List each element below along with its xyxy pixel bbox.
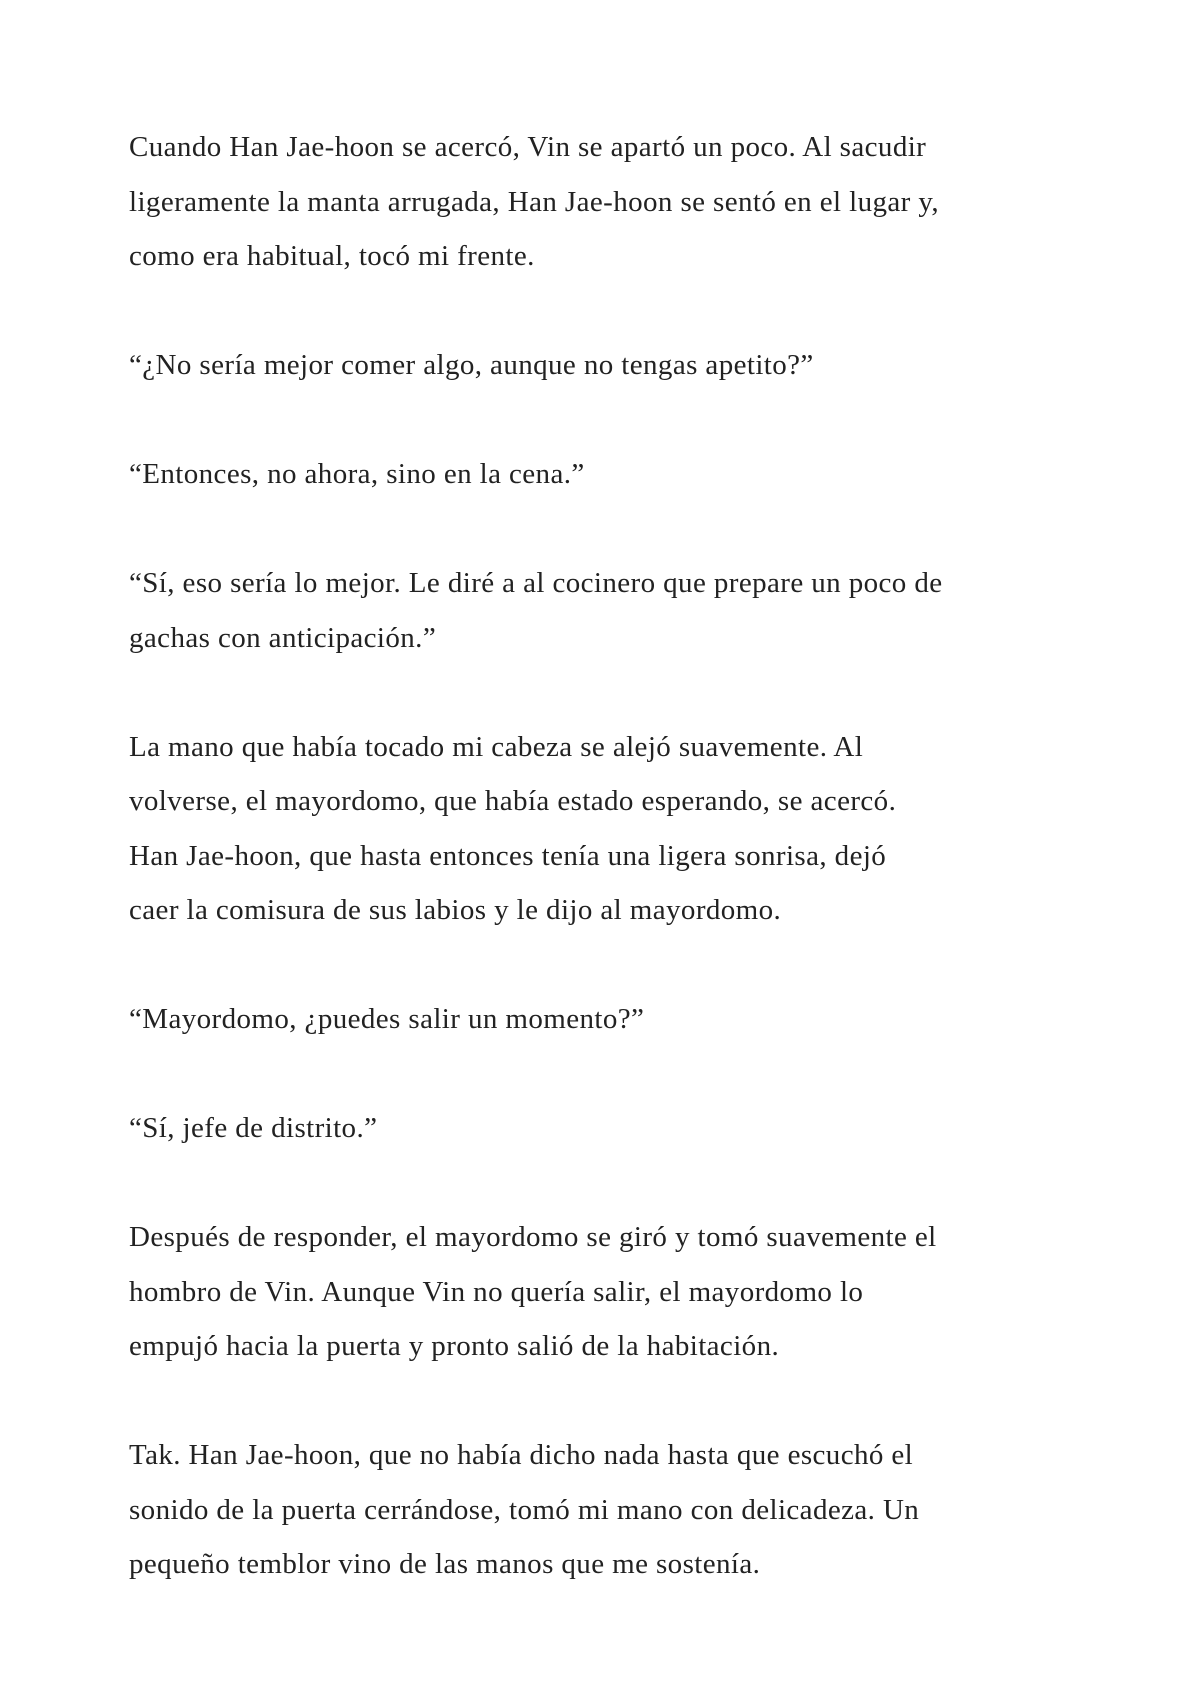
text-line: empujó hacia la puerta y pronto salió de la habitación.	[129, 1330, 780, 1362]
text-line: Tak. Han Jae-hoon, que no había dicho nada hasta que escuchó el	[129, 1439, 914, 1471]
text-line: Después de responder, el mayordomo se giró y tomó suavemente el	[129, 1221, 937, 1253]
text-line: pequeño temblor vino de las manos que me sostenía.	[129, 1548, 761, 1580]
text-line: Cuando Han Jae-hoon se acercó, Vin se apartó un poco. Al sacudir	[129, 131, 927, 163]
text-line: “Entonces, no ahora, sino en la cena.”	[129, 458, 585, 490]
text-line: Han Jae-hoon, que hasta entonces tenía una ligera sonrisa, dejó	[129, 839, 887, 872]
text-line: gachas con anticipación.”	[129, 621, 437, 654]
paragraph	[129, 720, 1089, 938]
paragraph	[129, 338, 1089, 393]
paragraph	[129, 120, 1089, 284]
paragraph	[129, 992, 1089, 1047]
text-line: “Sí, eso sería lo mejor. Le diré a al cocinero que prepare un poco de	[129, 567, 943, 599]
text-line: “Mayordomo, ¿puedes salir un momento?”	[129, 1003, 645, 1035]
paragraph	[129, 447, 1089, 502]
text-line: volverse, el mayordomo, que había estado esperando, se acercó.	[129, 785, 897, 817]
text-line: caer la comisura de sus labios y le dijo al mayordomo.	[129, 894, 782, 926]
text-line: La mano que había tocado mi cabeza se alejó suavemente. Al	[129, 730, 864, 763]
text-line: “¿No sería mejor comer algo, aunque no tengas apetito?”	[129, 349, 814, 381]
text-line: como era habitual, tocó mi frente.	[129, 240, 535, 272]
paragraph	[129, 1210, 1089, 1374]
paragraph	[129, 1101, 1089, 1156]
text-line: sonido de la puerta cerrándose, tomó mi mano con delicadeza. Un	[129, 1493, 920, 1526]
text-line: “Sí, jefe de distrito.”	[129, 1112, 378, 1144]
text-line: hombro de Vin. Aunque Vin no quería salir, el mayordomo lo	[129, 1275, 864, 1308]
document-body	[129, 120, 1089, 1646]
text-line: ligeramente la manta arrugada, Han Jae-hoon se sentó en el lugar y,	[129, 185, 940, 218]
paragraph	[129, 1428, 1089, 1592]
paragraph	[129, 556, 1089, 665]
